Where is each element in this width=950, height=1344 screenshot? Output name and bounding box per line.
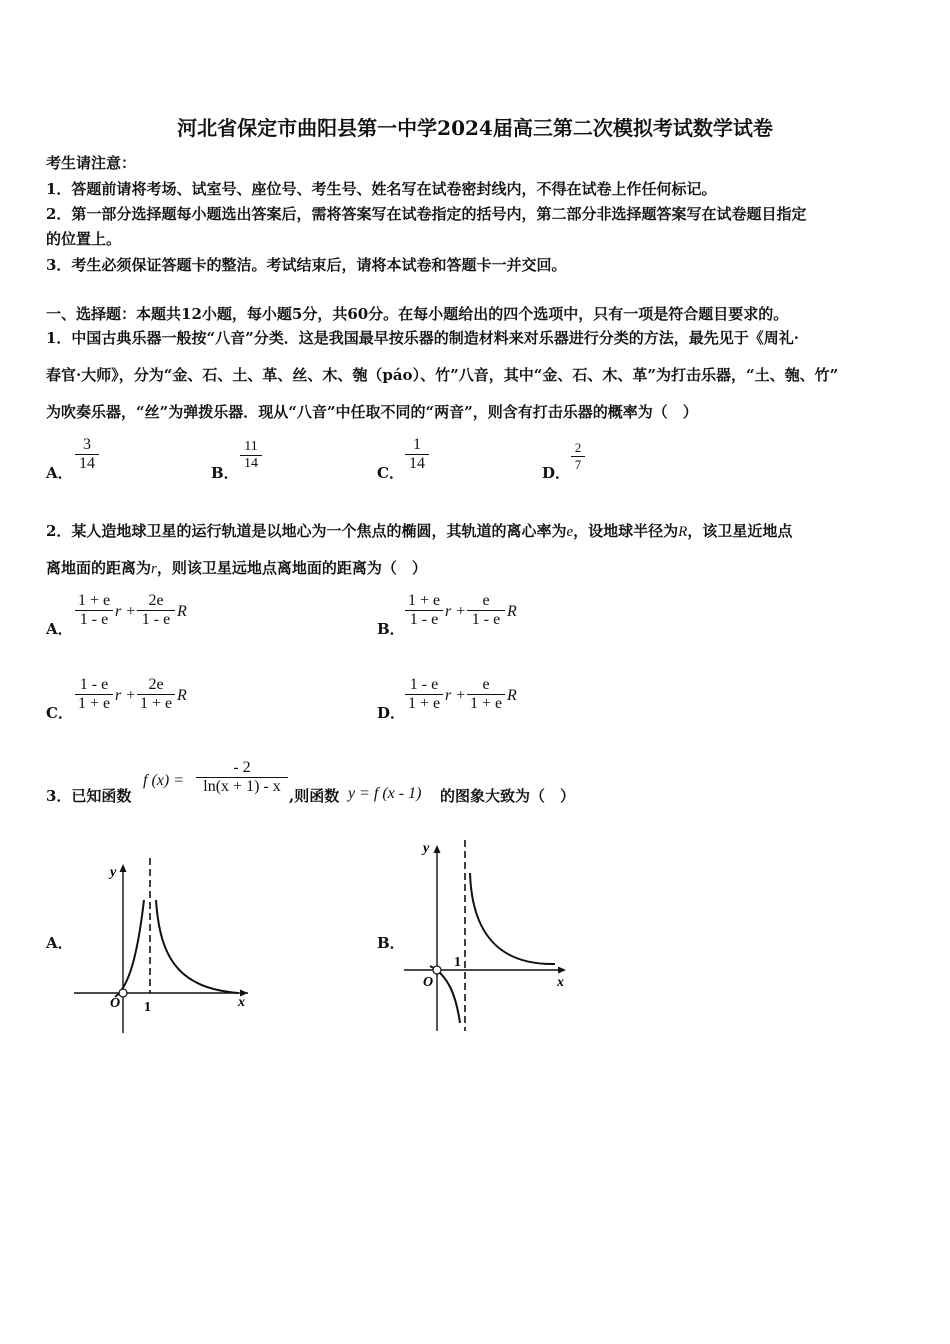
x-label: x: [238, 995, 245, 1010]
fraction-denominator: 7: [574, 457, 582, 472]
q2-text: 2．某人造地球卫星的运行轨道是以地心为一个焦点的椭圆，其轨道的离心率为: [46, 522, 567, 540]
q3-suffix: 的图象大致为（ ）: [440, 787, 576, 805]
q3-f-lhs: f (x) =: [143, 772, 184, 789]
fraction-numerator: 1 - e: [409, 676, 439, 693]
q1-option-a-label: A．: [46, 464, 73, 482]
q1-line-1: 1．中国古典乐器一般按“八音”分类．这是我国最早按乐器的制造材料来对乐器进行分类的方法，最先见于《周礼·: [46, 329, 799, 347]
fraction-denominator: 1 - e: [409, 611, 439, 628]
q1-option-a-fraction[interactable]: [75, 436, 99, 473]
origin-label: O: [110, 996, 121, 1011]
q2-option-b-frac2[interactable]: [467, 592, 505, 629]
fraction-numerator: 1: [413, 436, 421, 453]
fraction-numerator: e: [482, 592, 490, 609]
q2-option-d-frac2[interactable]: [467, 676, 505, 713]
curve-right: [156, 900, 238, 993]
fraction-denominator: ln(x + 1) - x: [203, 778, 281, 795]
y-label: y: [423, 841, 430, 856]
q1-option-d-fraction[interactable]: [571, 440, 585, 473]
q2-option-c-mid: r +: [115, 687, 137, 704]
fraction-numerator: - 2: [233, 759, 251, 776]
origin-marker: [119, 989, 127, 997]
x-label: x: [557, 975, 564, 990]
q2-line-1: [46, 520, 792, 541]
fraction-denominator: 1 + e: [77, 695, 111, 712]
tick-1-label: 1: [144, 1000, 151, 1015]
section-heading: 一、选择题：本题共12小题，每小题5分，共60分。在每小题给出的四个选项中，只有一项是符合题目要求的。: [46, 305, 789, 323]
q2-option-b-label: B．: [377, 620, 405, 638]
math-R: R: [678, 524, 688, 540]
fraction-numerator: 11: [244, 439, 258, 454]
q2-option-a-frac1[interactable]: [75, 592, 113, 629]
curve-left: [430, 966, 460, 1023]
notice-item-2-cont: 的位置上。: [46, 230, 122, 248]
origin-label: O: [423, 975, 434, 990]
q1-line-2: 春官·大师》，分为“金、石、土、革、丝、木、匏（páo）、竹”八音，其中“金、石、木、革”为打击乐器，“土、匏、竹”: [46, 366, 839, 384]
fraction-denominator: 1 + e: [469, 695, 503, 712]
q2-option-a-label: A．: [46, 620, 73, 638]
fraction-numerator: 1 + e: [77, 592, 111, 609]
page-title: 河北省保定市曲阳县第一中学2024届高三第二次模拟考试数学试卷: [177, 116, 773, 140]
fraction-numerator: 2: [574, 440, 582, 455]
fraction-numerator: 2e: [148, 592, 164, 609]
fraction-denominator: 1 - e: [79, 611, 109, 628]
fraction-denominator: 14: [409, 455, 425, 472]
q2-option-c-frac1[interactable]: [75, 676, 113, 713]
notice-item-2: 2．第一部分选择题每小题选出答案后，需将答案写在试卷指定的括号内，第二部分非选择题答案写在试卷题目指定: [46, 205, 807, 223]
q2-option-d-end: R: [507, 687, 517, 704]
notice-item-3: 3．考生必须保证答题卡的整洁。考试结束后，请将本试卷和答题卡一并交回。: [46, 256, 567, 274]
q2-option-d-frac1[interactable]: [405, 676, 443, 713]
q2-option-d-mid: r +: [445, 687, 467, 704]
y-axis-arrow: [434, 845, 441, 853]
q2-option-c-label: C．: [46, 704, 73, 722]
q2-text: 离地面的距离为: [46, 559, 152, 577]
q2-option-b-frac1[interactable]: [405, 592, 443, 629]
q3-prefix: 3．已知函数: [46, 787, 132, 805]
fraction-denominator: 1 - e: [141, 611, 171, 628]
q2-option-d-label: D．: [377, 704, 406, 722]
q2-text: ，设地球半径为: [573, 522, 679, 540]
y-label: y: [110, 865, 117, 880]
fraction-numerator: 2e: [148, 676, 164, 693]
q1-option-b-label: B．: [211, 464, 239, 482]
curve-left: [115, 900, 144, 997]
fraction-numerator: e: [482, 676, 490, 693]
q3-option-b-label: B．: [377, 934, 405, 952]
q3-option-a-label: A．: [46, 934, 73, 952]
q3-f-fraction[interactable]: [196, 759, 288, 796]
fraction-denominator: 1 - e: [471, 611, 501, 628]
q3-y-expr: y = f (x - 1): [348, 785, 422, 802]
q2-line-2: [46, 557, 427, 578]
q1-option-d-label: D．: [542, 464, 571, 482]
q1-line-3: 为吹奏乐器，“丝”为弹拨乐器．现从“八音”中任取不同的“两音”，则含有打击乐器的概率为（ ）: [46, 403, 698, 421]
fraction-numerator: 1 - e: [79, 676, 109, 693]
q3-mid: ,则函数: [289, 787, 340, 805]
q2-text: ，则该卫星远地点离地面的距离为（ ）: [156, 559, 427, 577]
tick-1-label: 1: [454, 955, 461, 970]
fraction-numerator: 1 + e: [407, 592, 441, 609]
fraction-denominator: 1 + e: [407, 695, 441, 712]
origin-marker: [433, 966, 441, 974]
x-axis-arrow: [558, 967, 566, 974]
q2-option-a-frac2[interactable]: [137, 592, 175, 629]
notice-header: 考生请注意：: [46, 154, 137, 172]
q2-option-c-frac2[interactable]: [137, 676, 175, 713]
q2-option-c-end: R: [177, 687, 187, 704]
fraction-denominator: 1 + e: [139, 695, 173, 712]
q2-option-b-mid: r +: [445, 603, 467, 620]
q1-option-b-fraction[interactable]: [240, 439, 262, 472]
y-axis-arrow: [120, 864, 127, 872]
q1-option-c-fraction[interactable]: [405, 436, 429, 473]
q2-text: ，该卫星近地点: [687, 522, 793, 540]
fraction-denominator: 14: [79, 455, 95, 472]
fraction-numerator: 3: [83, 436, 91, 453]
q2-option-a-mid: r +: [115, 603, 137, 620]
q3-option-a-graph[interactable]: [70, 850, 260, 1040]
notice-item-1: 1．答题前请将考场、试室号、座位号、考生号、姓名写在试卷密封线内，不得在试卷上作任何标记。: [46, 180, 717, 198]
q2-option-b-end: R: [507, 603, 517, 620]
math-e: e: [566, 524, 574, 540]
fraction-denominator: 14: [244, 456, 258, 471]
math-r: r: [151, 561, 157, 577]
q2-option-a-end: R: [177, 603, 187, 620]
q1-option-c-label: C．: [377, 464, 404, 482]
q3-option-b-graph[interactable]: [400, 835, 590, 1040]
curve-right: [470, 873, 555, 964]
